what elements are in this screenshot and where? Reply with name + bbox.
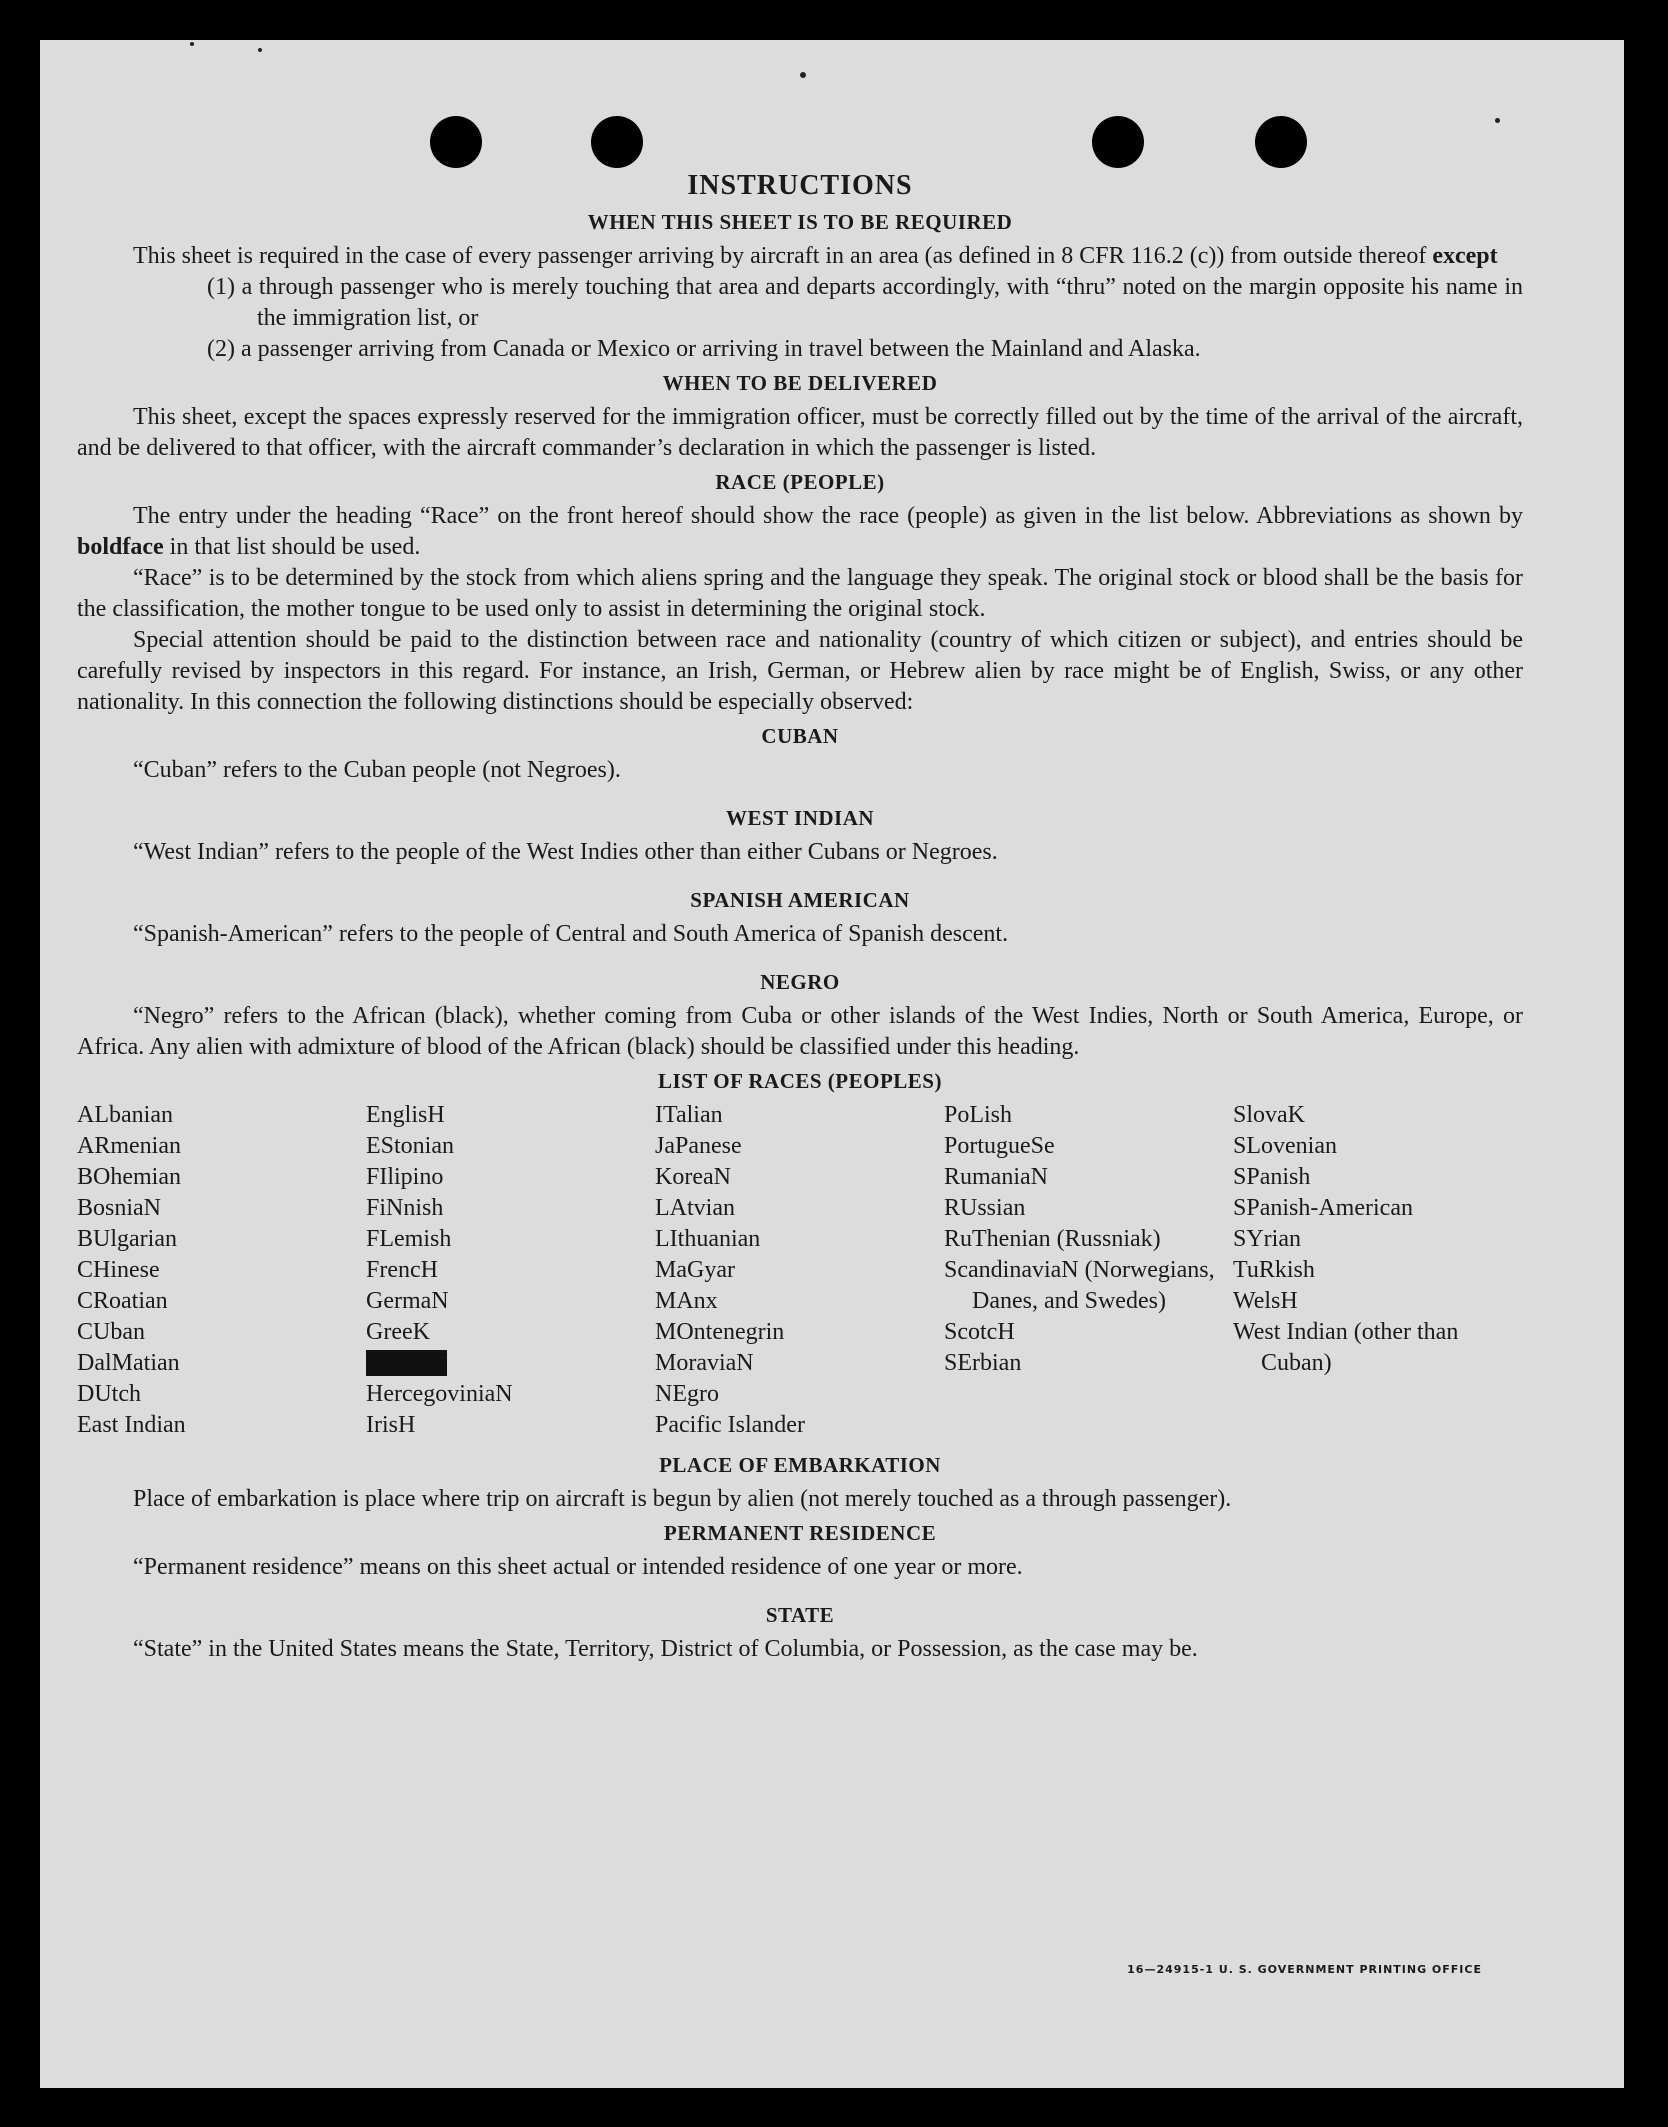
- race-entry: GreeK: [366, 1319, 430, 1345]
- race-entry: PortugueSe: [944, 1133, 1055, 1159]
- race-paragraph-3: Special attention should be paid to the distinction between race and nationality (country of which citizen or subject), and entries should be carefully revised by inspectors in this regard. For instance, an Irish, German, or Hebrew alien by race might be of English, Swiss, or any other nationality. In this connection the following distinctions should be especially observed:: [77, 627, 1523, 715]
- race-entry: PoLish: [944, 1102, 1013, 1128]
- required-intro-text: This sheet is required in the case of every passenger arriving by aircraft in an area (as defined in 8 CFR 116.2 (c)) from outside thereof: [133, 243, 1433, 269]
- race-entry: DalMatian: [77, 1350, 180, 1376]
- heading-negro: NEGRO: [760, 970, 840, 994]
- required-intro: [77, 241, 1523, 272]
- race-entry: BOhemian: [77, 1164, 181, 1190]
- document-page: [40, 40, 1624, 2088]
- races-column: [366, 1100, 655, 1441]
- punch-hole: [1255, 116, 1307, 168]
- negro-text: “Negro” refers to the African (black), whether coming from Cuba or other islands of the West Indies, North or South America, Europe, or Africa. Any alien with admixture of blood of the African (black) should be classified under this heading.: [77, 1003, 1523, 1060]
- race-entry: ITalian: [655, 1102, 723, 1128]
- race-entry: HebreW: [366, 1350, 448, 1376]
- delivered-text: This sheet, except the spaces expressly reserved for the immigration officer, must be correctly filled out by the time of the arrival of the aircraft, and be delivered to that officer, with the aircraft commander’s declaration in which the passenger is listed.: [77, 404, 1523, 461]
- race-entry: KoreaN: [655, 1164, 731, 1190]
- punch-hole: [430, 116, 482, 168]
- cuban-text: “Cuban” refers to the Cuban people (not Negroes).: [133, 757, 621, 783]
- race-entry: FrencH: [366, 1257, 438, 1283]
- heading-state: STATE: [765, 1603, 835, 1627]
- race-entry: JaPanese: [655, 1133, 742, 1159]
- heading-permanent-residence: PERMANENT RESIDENCE: [663, 1521, 937, 1545]
- race-entry: GermaN: [366, 1288, 449, 1314]
- race-entry: SlovaK: [1233, 1102, 1305, 1128]
- races-column: [655, 1100, 944, 1441]
- speck: [258, 48, 262, 52]
- heading-when-required: WHEN THIS SHEET IS TO BE REQUIRED: [587, 210, 1013, 234]
- race-entry: SYrian: [1233, 1226, 1301, 1252]
- heading-west-indian: WEST INDIAN: [725, 806, 875, 830]
- race-entry: EnglisH: [366, 1102, 445, 1128]
- race-entry: FIlipino: [366, 1164, 444, 1190]
- race-p1-end: in that list should be used.: [163, 534, 421, 560]
- race-entry: FLemish: [366, 1226, 452, 1252]
- race-entry: CRoatian: [77, 1288, 168, 1314]
- speck: [800, 72, 806, 78]
- race-entry: FiNnish: [366, 1195, 444, 1221]
- race-entry: SPanish-American: [1233, 1195, 1413, 1221]
- speck: [1495, 118, 1500, 123]
- race-p1-text: The entry under the heading “Race” on the front hereof should show the race (people) as given in the list below. Abbreviations as shown by: [133, 503, 1523, 529]
- race-entry: LAtvian: [655, 1195, 735, 1221]
- race-entry: RuThenian (Russniak): [944, 1226, 1161, 1252]
- race-entry: SLovenian: [1233, 1133, 1337, 1159]
- race-entry: MaGyar: [655, 1257, 735, 1283]
- heading-spanish-american: SPANISH AMERICAN: [690, 888, 910, 912]
- race-entry: ScotcH: [944, 1319, 1015, 1345]
- race-entry: Pacific Islander: [655, 1412, 805, 1438]
- printer-footer: 16—24915-1 U. S. GOVERNMENT PRINTING OFFICE: [1127, 1963, 1482, 1976]
- race-paragraph-1: [77, 501, 1523, 563]
- race-paragraph-2: “Race” is to be determined by the stock from which aliens spring and the language they speak. The original stock or blood shall be the basis for the classification, the mother tongue to be used only to assist in determining the original stock.: [77, 565, 1523, 622]
- race-entry: NEgro: [655, 1381, 719, 1407]
- heading-when-delivered: WHEN TO BE DELIVERED: [662, 371, 938, 395]
- race-entry: RumaniaN: [944, 1164, 1048, 1190]
- heading-cuban: CUBAN: [761, 724, 839, 748]
- punch-hole: [1092, 116, 1144, 168]
- race-entry: DUtch: [77, 1381, 141, 1407]
- race-entry: East Indian: [77, 1412, 186, 1438]
- residence-text: “Permanent residence” means on this sheet actual or intended residence of one year or more.: [133, 1554, 1023, 1580]
- race-entry: ARmenian: [77, 1133, 181, 1159]
- races-column: [77, 1100, 366, 1441]
- embarkation-text: Place of embarkation is place where trip on aircraft is begun by alien (not merely touched as a through passenger).: [133, 1486, 1232, 1512]
- heading-race: RACE (PEOPLE): [715, 470, 885, 494]
- race-entry: West Indian (other than Cuban): [1233, 1319, 1459, 1376]
- race-entry: HercegoviniaN: [366, 1381, 513, 1407]
- spanish-american-text: “Spanish-American” refers to the people of Central and South America of Spanish descent.: [133, 921, 1009, 947]
- race-entry: ALbanian: [77, 1102, 173, 1128]
- speck: [190, 42, 194, 46]
- race-entry: LIthuanian: [655, 1226, 761, 1252]
- race-entry: CUban: [77, 1319, 145, 1345]
- required-item-1: (1) a through passenger who is merely touching that area and departs accordingly, with “thru” noted on the margin opposite his name in the immigration list, or: [207, 274, 1523, 331]
- race-entry: WelsH: [1233, 1288, 1298, 1314]
- heading-races-list: LIST OF RACES (PEOPLES): [658, 1069, 942, 1093]
- race-entry: BosniaN: [77, 1195, 161, 1221]
- race-entry: RUssian: [944, 1195, 1026, 1221]
- race-entry: CHinese: [77, 1257, 160, 1283]
- race-entry: MAnx: [655, 1288, 718, 1314]
- race-entry: SPanish: [1233, 1164, 1311, 1190]
- races-column: [944, 1100, 1233, 1441]
- race-entry: IrisH: [366, 1412, 416, 1438]
- race-entry: BUlgarian: [77, 1226, 177, 1252]
- race-entry: MoraviaN: [655, 1350, 754, 1376]
- punch-hole: [591, 116, 643, 168]
- race-entry: ScandinaviaN (Norwegians, Danes, and Swedes): [944, 1257, 1215, 1314]
- races-list: [77, 1100, 1523, 1441]
- required-item-2: (2) a passenger arriving from Canada or Mexico or arriving in travel between the Mainland and Alaska.: [207, 336, 1201, 362]
- page-title: INSTRUCTIONS: [687, 170, 913, 201]
- races-column: [1233, 1100, 1522, 1441]
- required-intro-except: except: [1432, 243, 1498, 269]
- heading-embarkation: PLACE OF EMBARKATION: [659, 1453, 941, 1477]
- state-text: “State” in the United States means the State, Territory, District of Columbia, or Possession, as the case may be.: [133, 1636, 1198, 1662]
- race-entry: TuRkish: [1233, 1257, 1315, 1283]
- race-p1-boldface: boldface: [77, 534, 164, 560]
- west-indian-text: “West Indian” refers to the people of the West Indies other than either Cubans or Negroes.: [133, 839, 998, 865]
- instructions-body: [77, 170, 1523, 1665]
- race-entry: EStonian: [366, 1133, 454, 1159]
- race-entry: SErbian: [944, 1350, 1022, 1376]
- race-entry: MOntenegrin: [655, 1319, 785, 1345]
